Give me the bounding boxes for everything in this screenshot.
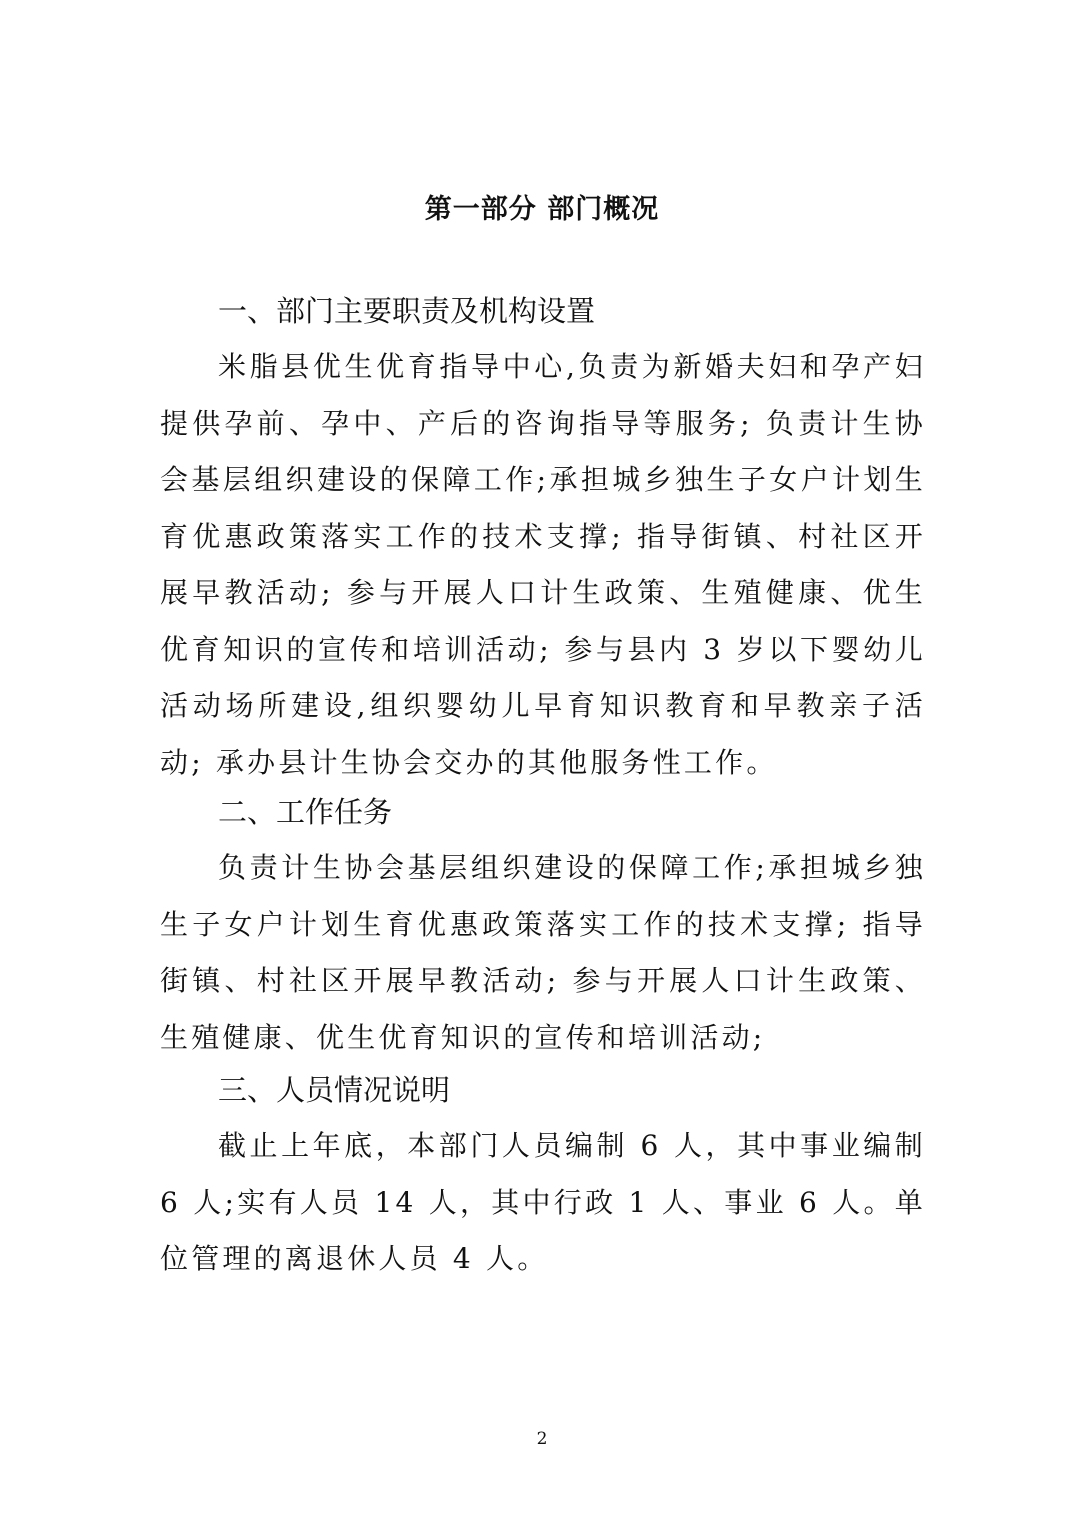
section-heading-tasks: 二、工作任务 xyxy=(218,795,393,829)
section-body-staff: 截止上年底，本部门人员编制 6 人，其中事业编制 6 人;实有人员 14 人，其中行政 1 人、事业 6 人。单位管理的离退休人员 4 人。 xyxy=(160,1129,926,1275)
section-body-duties: 米脂县优生优育指导中心,负责为新婚夫妇和孕产妇提供孕前、孕中、产后的咨询指导等服务; 负责计生协会基层组织建设的保障工作;承担城乡独生子女户计划生育优惠政策落实工作的技术支撑; 指导街镇、村社区开展早教活动; 参与开展人口计生政策、生殖健康、优生优育知识的宣传和培训活动; 参与县内 3 岁以下婴幼儿活动场所建设,组织婴幼儿早育知识教育和早教亲子活动; 承办县计生协会交办的其他服务性工作。 xyxy=(160,350,926,779)
page-number: 2 xyxy=(536,1429,548,1449)
section-heading-staff: 三、人员情况说明 xyxy=(218,1073,451,1107)
page-title: 第一部分 部门概况 xyxy=(424,194,660,225)
section-heading-duties: 一、部门主要职责及机构设置 xyxy=(218,294,596,328)
section-body-tasks: 负责计生协会基层组织建设的保障工作;承担城乡独生子女户计划生育优惠政策落实工作的技术支撑; 指导街镇、村社区开展早教活动; 参与开展人口计生政策、生殖健康、优生优育知识的宣传和培训活动; xyxy=(160,851,926,1054)
